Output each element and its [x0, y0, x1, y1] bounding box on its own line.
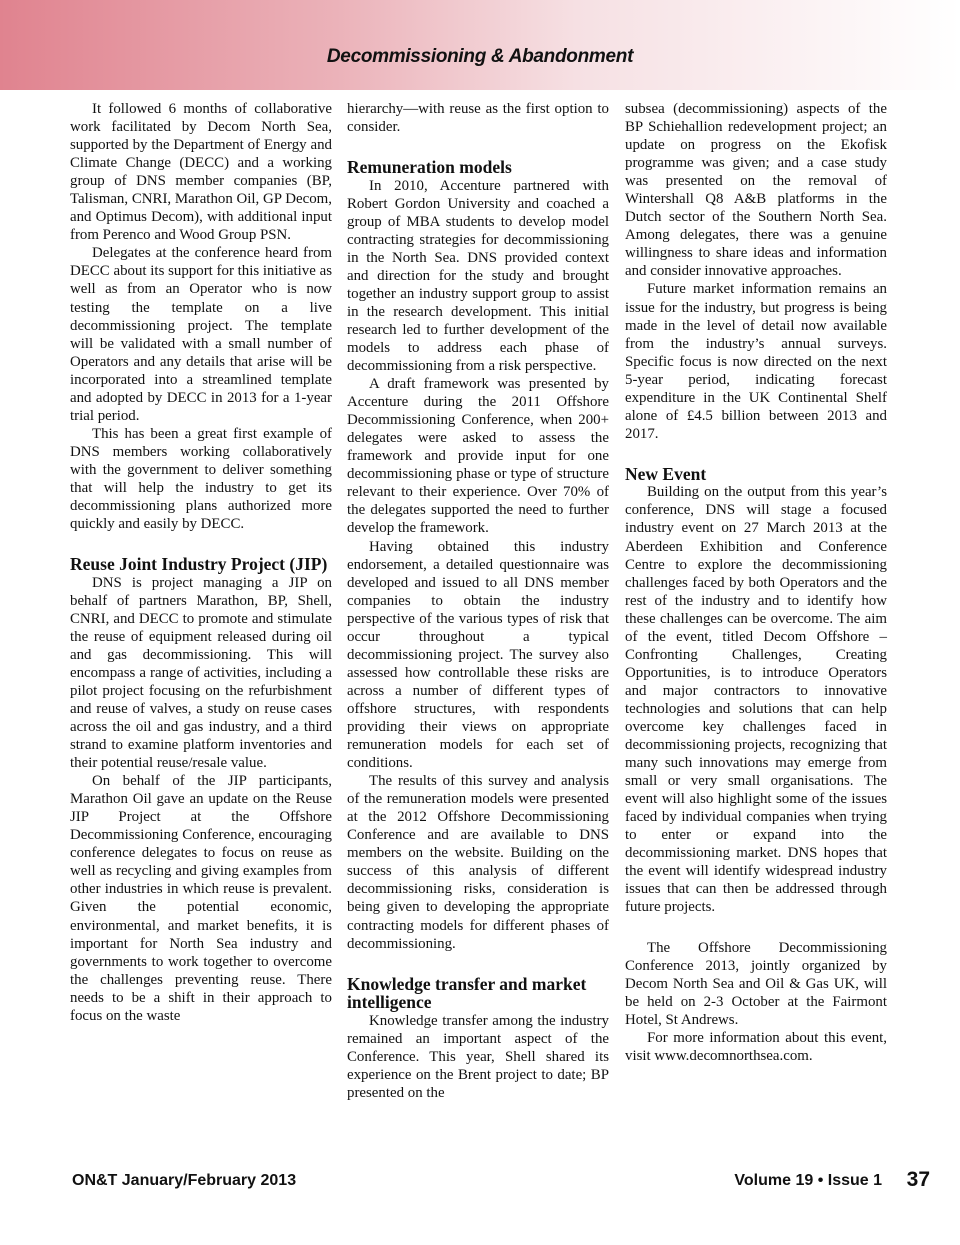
paragraph: Delegates at the conference heard from DECC about its support for this initiative as well as from an Operator who is now testing the template on a live decommissioning project. The template will be validated with a small number of Operators and any details that arise will be incorporated into a streamlined template and adopted by DECC in 2013 for a 1-year trial period. [70, 245, 332, 424]
column-3 [625, 100, 887, 1065]
paragraph: On behalf of the JIP participants, Marathon Oil gave an update on the Reuse JIP Project at the Offshore Decommissioning Conference, encouraging conference delegates to focus on reuse as well as recycling and giving examples from other industries in which reuse is prevalent. Given the potential economic, environmental, and market benefits, it is important for North Sea industry and governments to work together to overcome the challenges preventing reuse. There needs to be a shift in their approach to focus on the waste [70, 773, 332, 1024]
paragraph: The results of this survey and analysis of the remuneration models were presented at the 2012 Offshore Decommissioning Conference and are available to DNS members on the website. Building on the success of this analysis of different decommissioning risks, consideration is being given to developing the appropriate contracting models for different phases of decommissioning. [347, 773, 609, 952]
publication-footer: ON&T January/February 2013 [72, 1172, 297, 1189]
section-heading: Reuse Joint Industry Project (JIP) [70, 554, 328, 575]
section-heading: Knowledge transfer and market intelligence [347, 973, 587, 1013]
section-title: Decommissioning & Abandonment [326, 46, 634, 67]
paragraph: hierarchy—with reuse as the first option to consider. [347, 101, 609, 136]
paragraph: In 2010, Accenture partnered with Robert Gordon University and coached a group of MBA students to develop model contracting strategies for decommissioning in the North Sea. DNS provided context and direction for the study and brought together an industry support group to assist in the research development. This initial research led to further development of the models to address each phase of decommissioning from a risk perspective. [347, 177, 609, 375]
paragraph: Building on the output from this year’s conference, DNS will stage a focused industry event on 27 March 2013 at the Aberdeen Exhibition and Conference Centre to explore the decommissioning challenges faced by both Operators and the rest of the industry and to identify how these challenges can be overcome. The aim of the event, titled Decom Offshore – Confronting Challenges, Creating Opportunities, is to introduce Operators and major contractors to innovative technologies and solutions that can help overcome key challenges faced in decommissioning projects, recognizing that many such innovations may emerge from small or very small organisations. The event will also highlight some of the issues faced by individual companies when trying to enter or expand into the decommissioning market. DNS hopes that the event will identify widespread industry issues that can then be addressed through future projects. [625, 484, 887, 916]
section-heading: Remuneration models [347, 157, 512, 178]
page-number: 37 [906, 1168, 930, 1191]
paragraph: Future market information remains an issue for the industry, but progress is being made in the level of detail now available from the industry’s annual surveys. Specific focus is now directed on the next 5-year period, indicating forecast expenditure in the UK Continental Shelf alone of £4.5 billion between 2013 and 2017. [625, 281, 887, 442]
column-2 [347, 100, 609, 1102]
paragraph: This has been a great first example of DNS members working collaboratively with the government to deliver something that will help the industry to get its decommissioning plans authorized more quickly and easily by DECC. [70, 425, 332, 533]
column-1 [70, 100, 332, 1025]
header-band [0, 0, 960, 90]
volume-issue: Volume 19 • Issue 1 [734, 1172, 882, 1189]
section-heading: New Event [625, 463, 707, 484]
paragraph: subsea (decommissioning) aspects of the BP Schiehallion redevelopment project; an update on progress on the Ekofisk programme was given; and a case study was presented on the removal of Wintershall Q8 A&B platforms in the Dutch sector of the Southern North Sea. Among delegates, there was a genuine willingness to share ideas and information and consider innovative approaches. [625, 101, 887, 280]
paragraph: It followed 6 months of collaborative work facilitated by Decom North Sea, supported by the Department of Energy and Climate Change (DECC) and a working group of DNS member companies (BP, Talisman, CNRI, Marathon Oil, GP Decom, and Optimus Decom), with additional input from Perenco and Wood Group PSN. [70, 101, 332, 244]
paragraph: A draft framework was presented by Accenture during the 2011 Offshore Decommissioning Conference, when 200+ delegates were asked to assess the framework and provide input for one decommissioning phase or type of structure relevant to their experience. Over 70% of the delegates supported the need to further develop the framework. [347, 376, 609, 537]
paragraph: Having obtained this industry endorsement, a detailed questionnaire was developed and issued to all DNS member companies to obtain the industry perspective of the various types of risk that occur throughout a typical decommissioning project. The survey also assessed how controllable these risks are across a number of different types of offshore structures, with respondents providing their views on appropriate remuneration models for each set of conditions. [347, 538, 609, 772]
paragraph: DNS is project managing a JIP on behalf of partners Marathon, BP, Shell, CNRI, and DECC to promote and stimulate the reuse of equipment released during oil and gas decommissioning. This will encompass a range of activities, including a pilot project focusing on the refurbishment and reuse of valves, a study on reuse cases across the oil and gas industry, and a third strand to examine platform inventories and their potential reuse/resale value. [70, 574, 332, 772]
paragraph: The Offshore Decommissioning Conference 2013, jointly organized by Decom North Sea and Oil & Gas UK, will be held on 2-3 October at the Fairmont Hotel, St Andrews. [625, 939, 887, 1028]
paragraph: For more information about this event, visit www.decomnorthsea.com. [625, 1029, 887, 1064]
paragraph: Knowledge transfer among the industry remained an important aspect of the Conference. This year, Shell shared its experience on the Brent project to date; BP presented on the [347, 1012, 609, 1101]
